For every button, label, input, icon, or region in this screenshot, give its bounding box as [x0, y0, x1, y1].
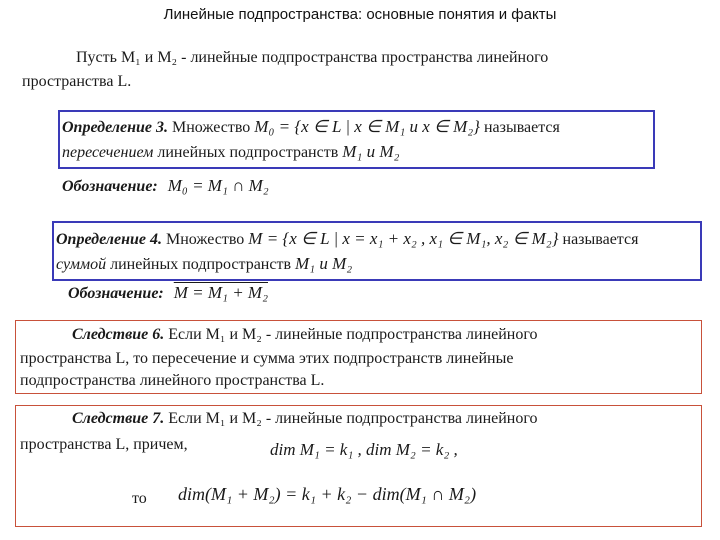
- corollary-7-formula-2: dim(M₁ + M₂) = k₁ + k₂ − dim(M₁ ∩ M₂): [178, 484, 477, 504]
- definition-3-rest: линейных подпространств: [157, 144, 339, 161]
- corollary-6-text-1: Если M₁ и M₂ - линейные подпространства линейного: [168, 326, 538, 343]
- notation-1-formula: M₀ = M₁ ∩ M₂: [167, 176, 269, 195]
- notation-1: [62, 175, 269, 198]
- definition-3-label: Определение 3.: [62, 119, 168, 136]
- definition-3-line-1: [62, 116, 560, 139]
- corollary-7-label: Следствие 7.: [72, 410, 165, 427]
- definition-4-text-2: называется: [562, 231, 639, 248]
- definition-4-math: M₁ и M₂: [295, 254, 353, 273]
- corollary-7-line-1: [72, 408, 538, 430]
- definition-3-math: M₁ и M₂: [342, 142, 400, 161]
- intro-line-2: пространства L.: [22, 73, 132, 90]
- page-title: Линейные подпространства: основные понятия и факты: [163, 6, 557, 23]
- notation-2-label: Обозначение:: [68, 285, 164, 302]
- definition-3-line-2: [62, 141, 399, 164]
- definition-4-rest: линейных подпространств: [110, 256, 292, 273]
- intro-line-1: Пусть M₁ и M₂ - линейные подпространства пространства линейного: [76, 49, 549, 66]
- corollary-6-line-2: пространства L, то пересечение и сумма этих подпространств линейные: [20, 350, 514, 367]
- notation-2: [68, 282, 268, 305]
- corollary-7-line-2: пространства L, причем,: [20, 436, 188, 453]
- corollary-6-label: Следствие 6.: [72, 326, 165, 343]
- definition-3-text-2: называется: [483, 119, 560, 136]
- corollary-6-line-1: [72, 324, 538, 346]
- notation-2-formula: M = M₁ + M₂: [173, 283, 268, 302]
- corollary-7-formula-1: dim M₁ = k₁ , dim M₂ = k₂ ,: [270, 440, 458, 459]
- definition-4-term: суммой: [56, 256, 107, 273]
- definition-4-text: Множество: [166, 231, 245, 248]
- definition-4-formula: M = {x ∈ L | x = x₁ + x₂ , x₁ ∈ M₁, x₂ ∈ M₂}: [248, 229, 559, 248]
- definition-4-label: Определение 4.: [56, 231, 162, 248]
- corollary-7-then: то: [132, 490, 147, 507]
- notation-1-label: Обозначение:: [62, 178, 158, 195]
- definition-3-formula: M₀ = {x ∈ L | x ∈ M₁ и x ∈ M₂}: [254, 117, 480, 136]
- definition-4-line-2: [56, 253, 352, 276]
- corollary-6-line-3: подпространства линейного пространства L.: [20, 372, 325, 389]
- corollary-7-text-1: Если M₁ и M₂ - линейные подпространства линейного: [168, 410, 538, 427]
- definition-4-line-1: [56, 228, 638, 251]
- definition-3-text: Множество: [172, 119, 251, 136]
- definition-3-term: пересечением: [62, 144, 154, 161]
